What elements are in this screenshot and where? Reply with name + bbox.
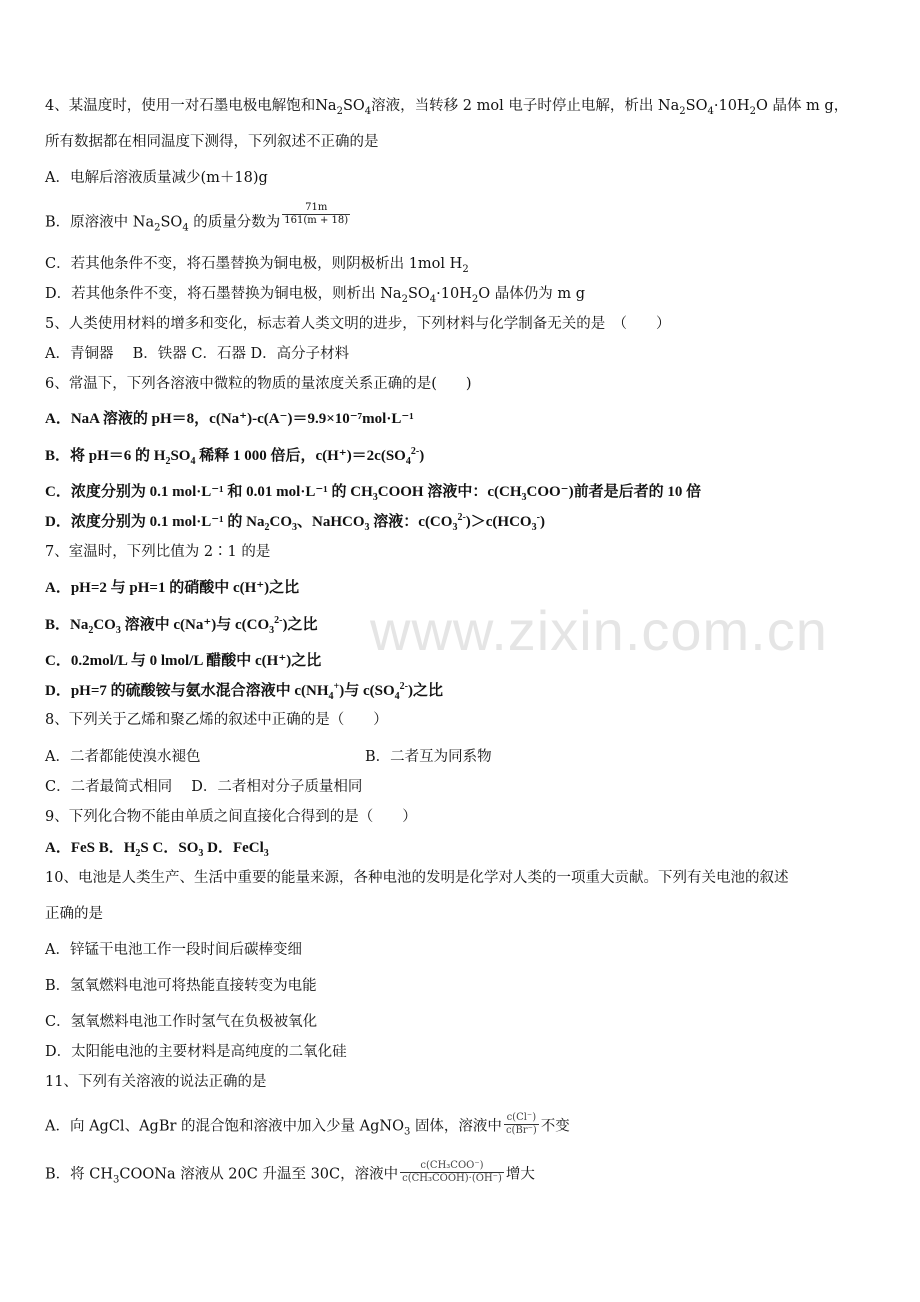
q10-option-b: B．氢氧燃料电池可将热能直接转变为电能 <box>45 978 317 994</box>
q4-option-a: A．电解后溶液质量减少(m＋18)g <box>45 170 268 186</box>
q9-opt-post: D．FeCl <box>207 840 264 856</box>
q6-stem: 6、常温下，下列各溶液中微粒的物质的量浓度关系正确的是( ) <box>45 376 472 392</box>
q11-a-mid: 固体，溶液中 <box>414 1118 502 1135</box>
q11-b-post: 增大 <box>505 1166 535 1183</box>
q7-d-post: 与 c(SO <box>344 683 395 699</box>
q11-a-numerator: c(Cl⁻) <box>504 1112 539 1125</box>
q8-option-a: A．二者都能使溴水褪色 <box>45 749 201 765</box>
q4-option-d: D．若其他条件不变，将石墨替换为铜电极，则析出 $Na_2SO_4\cdot 10H_2O$ 晶体仍为 m g <box>45 286 585 305</box>
q11-a-pre: A．向 AgCl、AgBr 的混合饱和溶液中加入少量 AgNO <box>45 1118 404 1135</box>
watermark: www.zixin.com.cn <box>370 599 828 662</box>
q4-option-c: C．若其他条件不变，将石墨替换为铜电极，则阴极析出 1mol $H_2$ <box>45 256 469 275</box>
q4-stem-b: 溶液，当转移 2 mol 电子时停止电解，析出 <box>371 98 654 114</box>
q7-option-d: D．pH=7 的硫酸铵与氨水混合溶液中 $c(NH_4^+)$与 $c(SO_4^{2-})$之比 <box>45 681 444 702</box>
q6-b-post: 稀释 1 000 倍后，c(H⁺)＝2c(SO <box>199 448 406 464</box>
q6-option-b: B．将 pH＝6 的 $H_2SO_4$ 稀释 1 000 倍后，$c(H^+)=2c(SO_4^{2-})$ <box>45 446 425 467</box>
q4-c-text: C．若其他条件不变，将石墨替换为铜电极，则阴极析出 1mol H <box>45 256 463 272</box>
q8-stem: 8、下列关于乙烯和聚乙烯的叙述中正确的是（ ） <box>45 712 388 728</box>
q11-a-post: 不变 <box>540 1118 570 1135</box>
q7-b-pre: B．Na <box>45 617 89 633</box>
q11-option-a: A．向 AgCl、AgBr 的混合饱和溶液中加入少量 AgNO$_3$ 固体，溶液中 $\frac{c(Cl^-)}{c(Br^-)}$ 不变 <box>45 1112 570 1138</box>
q7-option-b: B．$Na_2CO_3$ 溶液中 c(Na⁺)与 $c(CO_3^{2-})$之比 <box>45 615 318 636</box>
q9-opt-mid: S C．SO <box>140 840 199 856</box>
q11-b-fraction <box>400 1160 504 1185</box>
q11-a-denominator: c(Br⁻) <box>505 1125 537 1136</box>
q9-opt-pre: A．FeS B．H <box>45 840 136 856</box>
q7-option-c: C．0.2mol/L 与 0 lmol/L 醋酸中 c(H⁺)之比 <box>45 653 322 669</box>
q6-option-d: D．浓度分别为 0.1 mol·L⁻¹ 的 $Na_2CO_3$、NaHCO$_3$ 溶液：$c(CO_3^{2-})>c(HCO_3^-)$ <box>45 512 545 533</box>
q10-stem-line2: 正确的是 <box>45 906 103 922</box>
q11-b-pre: B．将 CH <box>45 1166 114 1183</box>
q11-a-fraction <box>504 1112 539 1137</box>
q4-stem-c: 晶体 m g， <box>772 98 849 114</box>
q10-option-d: D．太阳能电池的主要材料是高纯度的二氧化硅 <box>45 1044 347 1060</box>
q11-b-mid: COONa 溶液从 20C 升温至 30C，溶液中 <box>119 1166 399 1183</box>
q10-stem-line1: 10、电池是人类生产、生活中重要的能量来源，各种电池的发明是化学对人类的一项重大贡献。下列有关电池的叙述 <box>45 870 789 886</box>
q7-stem: 7、室温时，下列比值为 2∶1 的是 <box>45 544 271 560</box>
q4-stem-line1: 4、某温度时，使用一对石墨电极电解饱和$Na_2SO_4$溶液，当转移 2 mol 电子时停止电解，析出 $Na_2SO_4\cdot 10H_2O$ 晶体 m g， <box>45 98 849 117</box>
q4-b-pre: B．原溶液中 <box>45 214 129 231</box>
q7-option-a: A．pH=2 与 pH=1 的硝酸中 c(H⁺)之比 <box>45 580 300 596</box>
q11-stem: 11、下列有关溶液的说法正确的是 <box>45 1074 267 1090</box>
q11-b-numerator: c(CH₃COO⁻) <box>400 1160 504 1173</box>
q6-c-post: 溶液中：c(CH <box>427 484 522 500</box>
q4-b-fraction <box>282 202 350 227</box>
q6-c-pre: C．浓度分别为 0.1 mol·L⁻¹ 和 0.01 mol·L⁻¹ 的 CH <box>45 484 373 500</box>
q4-b-numerator: 71m <box>282 202 350 215</box>
q4-stem-line2: 所有数据都在相同温度下测得，下列叙述不正确的是 <box>45 134 379 150</box>
q8-option-cd: C．二者最简式相同 D．二者相对分子质量相同 <box>45 779 363 795</box>
q11-option-b: B．将 $CH_3COONa$ 溶液从 20C 升温至 30C，溶液中 $\frac{\text{c(CH₃COO⁻)}}{\text{c(CH₃COOH)·(OH⁻)}}$ 增大 <box>45 1160 535 1186</box>
q6-c-end: 前者是后者的 10 倍 <box>573 484 702 500</box>
q8-option-b: B．二者互为同系物 <box>365 749 492 765</box>
q6-b-pre: B．将 pH＝6 的 H <box>45 448 166 464</box>
q6-d-pre: D．浓度分别为 0.1 mol·L⁻¹ 的 Na <box>45 514 265 530</box>
q4-d-pre: D．若其他条件不变，将石墨替换为铜电极，则析出 <box>45 286 376 302</box>
q4-b-mid: 的质量分数为 <box>193 214 281 231</box>
q6-option-c: C．浓度分别为 0.1 mol·L⁻¹ 和 0.01 mol·L⁻¹ 的 $CH_3COOH$ 溶液中：$c(CH_3COO^-)$前者是后者的 10 倍 <box>45 484 702 503</box>
q10-option-a: A．锌锰干电池工作一段时间后碳棒变细 <box>45 942 302 958</box>
q4-option-b: B．原溶液中 $Na_2SO_4$ 的质量分数为 $\frac{71m}{161(m + 18)}$ <box>45 202 349 234</box>
q4-stem-a: 4、某温度时，使用一对石墨电极电解饱和 <box>45 98 316 114</box>
q9-stem: 9、下列化合物不能由单质之间直接化合得到的是（ ） <box>45 809 417 825</box>
q5-options: A．青铜器 B．铁器 C．石器 D．高分子材料 <box>45 346 350 362</box>
q10-option-c: C．氢氧燃料电池工作时氢气在负极被氧化 <box>45 1014 318 1030</box>
q9-options: A．FeS B．$H_2S$ C．$SO_3$ D．FeCl$_3$ <box>45 840 269 859</box>
q11-b-denominator: c(CH₃COOH)·(OH⁻) <box>402 1173 502 1184</box>
q4-b-denominator: 161(m + 18) <box>284 215 349 226</box>
q7-d-pre: D．pH=7 的硫酸铵与氨水混合溶液中 c(NH <box>45 683 329 699</box>
q5-stem: 5、人类使用材料的增多和变化，标志着人类文明的进步，下列材料与化学制备无关的是 （ ） <box>45 316 671 332</box>
q6-option-a: A．NaA 溶液的 pH＝8，c(Na⁺)-c(A⁻)＝9.9×10⁻⁷mol·L⁻¹ <box>45 411 414 427</box>
q7-b-post: 溶液中 c(Na⁺)与 c(CO <box>124 617 270 633</box>
q6-d-mid: 、NaHCO <box>297 514 365 530</box>
q6-d-post: 溶液：c(CO <box>373 514 453 530</box>
q4-d-post: 晶体仍为 m g <box>494 286 585 302</box>
